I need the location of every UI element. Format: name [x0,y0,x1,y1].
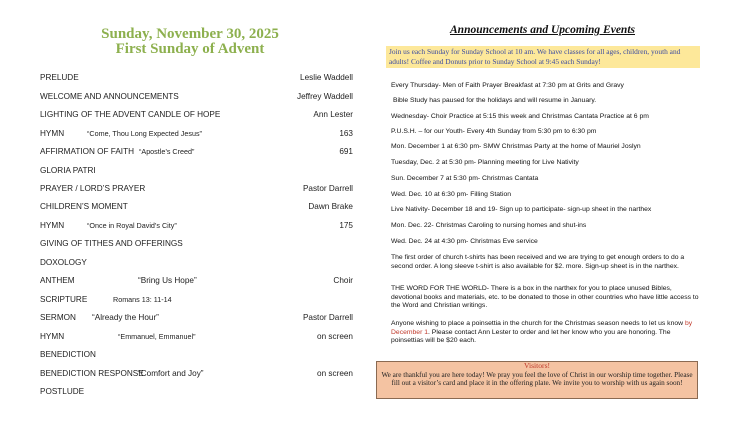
sunday-school-banner: Join us each Sunday for Sunday School at 10 am. We have classes for all ages, children, youth and adults! Coffee and Donuts prior to Sunday School at 9:45 each Sunday! [386,46,700,68]
item-detail: “Apostle’s Creed” [139,147,195,156]
item-detail: “Comfort and Joy” [138,368,204,378]
item-title: GLORIA PATRI [40,165,96,175]
worship-item-childrens-moment [40,200,353,214]
item-title: BENEDICTION [40,350,96,359]
hymn-number: 175 [339,220,353,230]
worship-item-hymn-175 [40,219,353,233]
item-leader: Pastor Darrell [302,313,353,322]
poinsettia-announcement [391,320,703,346]
announcement-item: Wed. Dec. 10 at 6:30 pm- Filling Station [391,191,512,198]
item-title: PRELUDE [40,73,79,82]
announcement-item: Wed. Dec. 24 at 4:30 pm- Christmas Eve service [391,238,538,245]
item-detail: “Once in Royal David’s City” [87,220,177,230]
announcement-item: P.U.S.H. – for our Youth- Every 4th Sunday from 5:30 pm to 6:30 pm [391,128,597,135]
item-title: GIVING OF TITHES AND OFFERINGS [40,239,183,248]
service-subtitle: First Sunday of Advent [115,41,265,57]
tshirt-announcement: The first order of church t-shirts has been received and we are trying to get enough orders to do a second order. A long sleeve t-shirt is also available for $2. more. Sign-up sheet is in the narthex. [391,254,685,270]
item-title: SERMON [40,313,76,322]
poinsettia-deadline: by December 1 [391,320,693,336]
item-title: HYMN [40,128,65,138]
poinsettia-text: Anyone wishing to place a poinsettia in the church for the Christmas season needs to let us know [391,320,684,327]
item-title: HYMN [40,220,65,230]
worship-item-scripture [40,293,353,307]
announcement-item: Sun. December 7 at 5:30 pm- Christmas Cantata [391,175,539,182]
item-leader: on screen [317,331,353,341]
visitors-box [376,361,698,399]
item-title: AFFIRMATION OF FAITH [40,147,134,156]
worship-item-hymn-emmanuel [40,330,353,344]
announcement-item: Mon. December 1 at 6:30 pm- SMW Christmas Party at the home of Mauriel Joslyn [391,143,641,150]
announcement-item: Every Thursday- Men of Faith Prayer Breakfast at 7:30 pm at Grits and Gravy [391,82,624,89]
item-title: CHILDREN’S MOMENT [40,202,128,211]
visitors-title: Visitors! [523,361,551,370]
worship-item-gloria-patri [40,164,353,178]
worship-item-hymn-163 [40,127,353,141]
worship-item-advent-candle [40,108,353,122]
item-title: PRAYER / LORD’S PRAYER [40,184,146,193]
announcement-item: Mon. Dec. 22- Christmas Caroling to nursing homes and shut-ins [391,222,587,229]
poinsettia-text-end: . Please contact Ann Lester to order and let her know who you are honoring. The poinsettias will be $20 each. [391,328,671,345]
item-title: DOXOLOGY [40,257,87,267]
hymn-number: 163 [339,128,353,138]
worship-item-sermon [40,311,353,325]
worship-item-doxology [40,256,353,270]
worship-item-postlude [40,385,353,399]
item-leader: Ann Lester [313,110,353,119]
hymn-number: 691 [339,147,353,156]
item-detail: Romans 13: 11-14 [113,294,172,304]
worship-item-benediction [40,348,353,362]
worship-item-benediction-response [40,367,353,381]
word-for-world-announcement: THE WORD FOR THE WORLD- There is a box in the narthex for you to place unused Bibles, devotional books and materials, etc. to be donated to those in other countries who have little access to the Word and Christian writings. [391,285,699,310]
item-title: LIGHTING OF THE ADVENT CANDLE OF HOPE [40,110,221,119]
item-leader: Jeffrey Waddell [297,91,353,101]
item-leader: Pastor Darrell [302,184,353,193]
announcement-item: Wednesday- Choir Practice at 5:15 this week and Christmas Cantata Practice at 6 pm [391,113,649,120]
item-title: HYMN [40,331,65,341]
item-leader: Dawn Brake [308,202,353,211]
worship-item-prelude [40,71,353,85]
item-title: WELCOME AND ANNOUNCEMENTS [40,91,179,101]
visitors-message: We are thankful you are here today! We pray you feel the love of Christ in our worship time together. Please fill out a visitor’s card and place it in the offering plate. We invite you to worship with us again soon! [381,370,693,388]
announcements-title: Announcements and Upcoming Events [450,24,635,36]
item-title: POSTLUDE [40,387,85,396]
item-title: SCRIPTURE [40,294,88,304]
worship-item-tithes [40,237,353,251]
worship-item-welcome [40,90,353,104]
item-detail: “Bring Us Hope” [138,276,197,285]
item-detail: “Already the Hour” [92,313,159,322]
item-leader: Choir [333,276,353,285]
announcement-item: Bible Study has paused for the holidays and will resume in January. [393,97,597,104]
worship-item-prayer [40,182,353,196]
item-title: BENEDICTION RESPONSE [40,368,144,378]
item-detail: “Come, Thou Long Expected Jesus” [87,128,202,138]
announcement-item: Tuesday, Dec. 2 at 5:30 pm- Planning meeting for Live Nativity [391,159,579,166]
item-leader: Leslie Waddell [300,73,353,82]
item-leader: on screen [317,368,353,378]
worship-item-anthem [40,274,353,288]
date-heading: Sunday, November 30, 2025 [101,26,279,42]
announcement-item: Live Nativity- December 18 and 19- Sign up to participate- sign-up sheet in the narthex [391,206,652,213]
item-detail: “Emmanuel, Emmanuel” [118,331,196,341]
worship-item-affirmation [40,145,353,159]
item-title: ANTHEM [40,276,75,285]
